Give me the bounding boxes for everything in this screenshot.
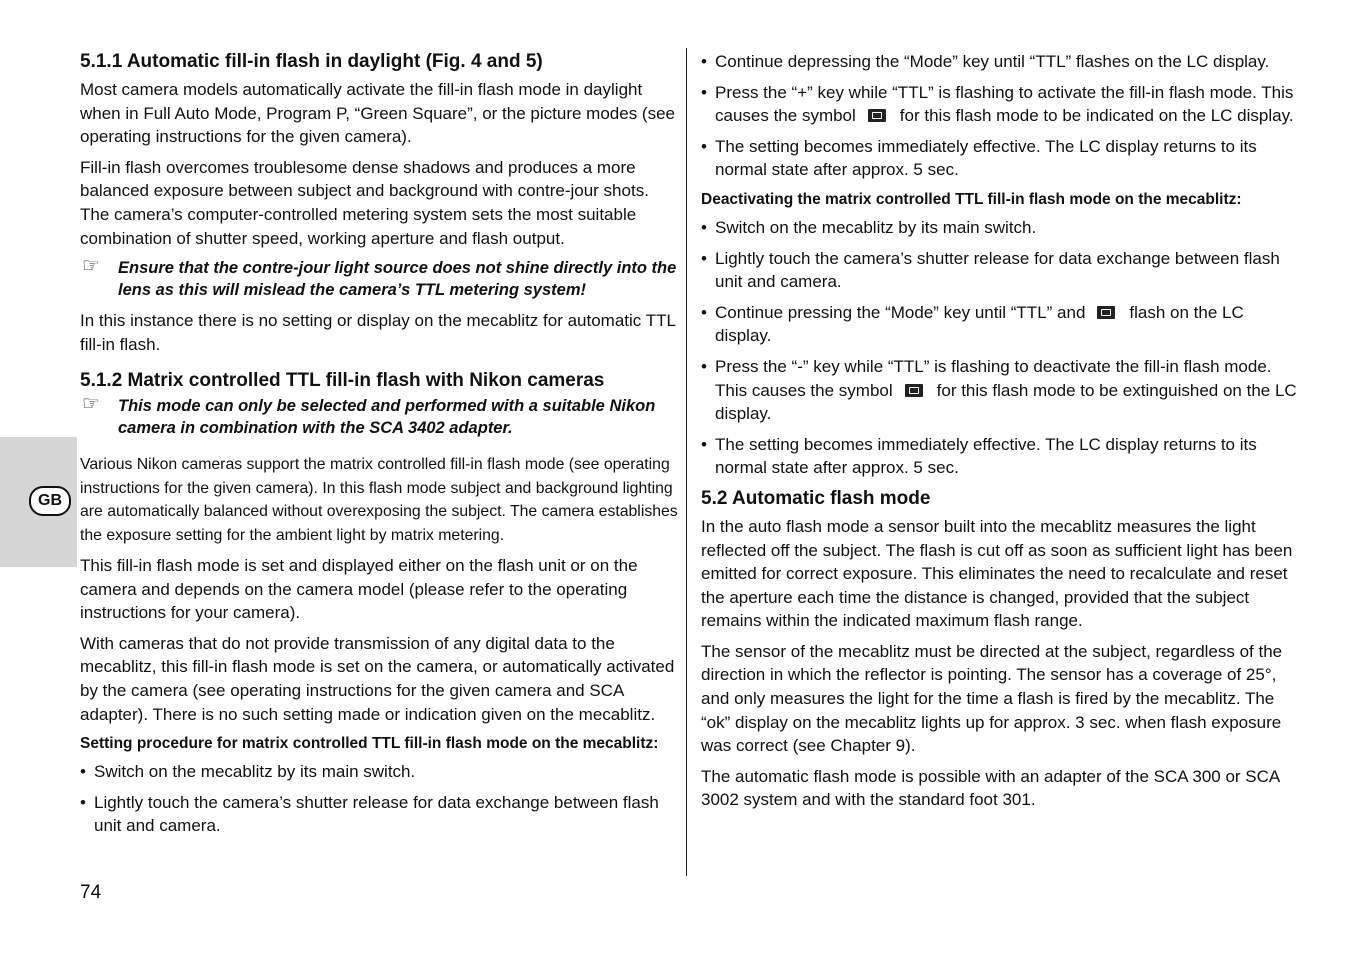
paragraph: The automatic flash mode is possible with an adapter of the SCA 300 or SCA 3002 system and with the standard foot 301. [701, 766, 1280, 810]
fill-in-flash-symbol-icon [905, 384, 923, 397]
heading-5-1-1: 5.1.1 Automatic fill-in flash in daylight (Fig. 4 and 5) [80, 51, 543, 72]
list-item: • Continue pressing the “Mode” key until “TTL” and flash on the LC display. [701, 301, 1299, 348]
fill-in-flash-symbol-icon [868, 109, 886, 122]
note-text: Ensure that the contre-jour light source does not shine directly into the lens as this will mislead the camera’s TTL metering system! [118, 259, 677, 300]
list-item: • Switch on the mecablitz by its main switch. [701, 216, 1299, 240]
pointing-hand-icon: ☞ [82, 393, 100, 416]
pointing-hand-icon: ☞ [82, 255, 100, 278]
list-item: • The setting becomes immediately effective. The LC display returns to its normal state after approx. 5 sec. [701, 135, 1299, 182]
setting-steps [80, 760, 678, 838]
setting-procedure-heading: Setting procedure for matrix controlled TTL fill-in flash mode on the mecablitz: [80, 735, 659, 753]
paragraph: In this instance there is no setting or display on the mecablitz for automatic TTL fill-in flash. [80, 311, 676, 354]
left-column [80, 50, 678, 845]
column-divider [686, 48, 687, 876]
heading-5-2: 5.2 Automatic flash mode [701, 487, 931, 509]
paragraph: Various Nikon cameras support the matrix controlled fill-in flash mode (see operating instructions for the given camera). In this flash mode subject and background lighting are automatically balanced without overexposing the subject. The camera establishes the exposure setting for the ambient light by matrix metering. [80, 456, 678, 544]
list-item: • Lightly touch the camera’s shutter release for data exchange between flash unit and camera. [701, 247, 1299, 294]
fill-in-flash-symbol-icon [1097, 306, 1115, 319]
list-item: • The setting becomes immediately effective. The LC display returns to its normal state after approx. 5 sec. [701, 433, 1299, 480]
right-column [701, 50, 1299, 819]
deactivating-steps [701, 216, 1299, 480]
note [80, 395, 678, 439]
paragraph: With cameras that do not provide transmission of any digital data to the mecablitz, this fill-in flash mode is set on the camera, or automatically activated by the camera (see operating instructions for the given camera and SCA adapter). There is no such setting made or indication given on the mecablitz. [80, 633, 675, 724]
list-item: • Switch on the mecablitz by its main switch. [80, 760, 678, 784]
page-number: 74 [80, 882, 102, 903]
paragraph: This fill-in flash mode is set and displayed either on the flash unit or on the camera and depends on the camera model (please refer to the operating instructions for your camera). [80, 555, 638, 623]
paragraph: Fill-in flash overcomes troublesome dense shadows and produces a more balanced exposure between subject and background with contre-jour shots. The camera’s computer-controlled metering system sets the most suitable combination of shutter speed, working aperture and flash output. [80, 157, 649, 248]
note-text: This mode can only be selected and performed with a suitable Nikon camera in combination with the SCA 3402 adapter. [118, 397, 656, 438]
list-item: • Press the “+” key while “TTL” is flashing to activate the fill-in flash mode. This causes the symbol for this flash mode to be indicated on the LC display. [701, 81, 1299, 128]
paragraph: In the auto flash mode a sensor built into the mecablitz measures the light reflected off the subject. The flash is cut off as soon as sufficient light has been emitted for correct exposure. This eliminates the need to recalculate and reset the aperture each time the distance is changed, provided that the subject remains within the indicated maximum flash range. [701, 516, 1293, 631]
language-badge: GB [29, 486, 71, 516]
deactivating-heading: Deactivating the matrix controlled TTL fill-in flash mode on the mecablitz: [701, 190, 1242, 208]
heading-5-1-2: 5.1.2 Matrix controlled TTL fill-in flash with Nikon cameras [80, 370, 605, 392]
list-item: • Lightly touch the camera’s shutter release for data exchange between flash unit and camera. [80, 791, 678, 838]
note [80, 257, 678, 301]
list-item: • Press the “-” key while “TTL” is flashing to deactivate the fill-in flash mode. This causes the symbol for this flash mode to be extinguished on the LC display. [701, 355, 1299, 426]
paragraph: The sensor of the mecablitz must be directed at the subject, regardless of the direction in which the reflector is pointing. The sensor has a coverage of 25°, and only measures the light for the time a flash is fired by the mecablitz. The “ok” display on the mecablitz lights up for approx. 3 sec. when flash exposure was correct (see Chapter 9). [701, 641, 1283, 756]
paragraph: Most camera models automatically activate the fill-in flash mode in daylight when in Full Auto Mode, Program P, “Green Square”, or the picture modes (see operating instructions for the given camera). [80, 80, 675, 147]
setting-steps-continued [701, 50, 1299, 182]
list-item: • Continue depressing the “Mode” key until “TTL” flashes on the LC display. [701, 50, 1299, 74]
